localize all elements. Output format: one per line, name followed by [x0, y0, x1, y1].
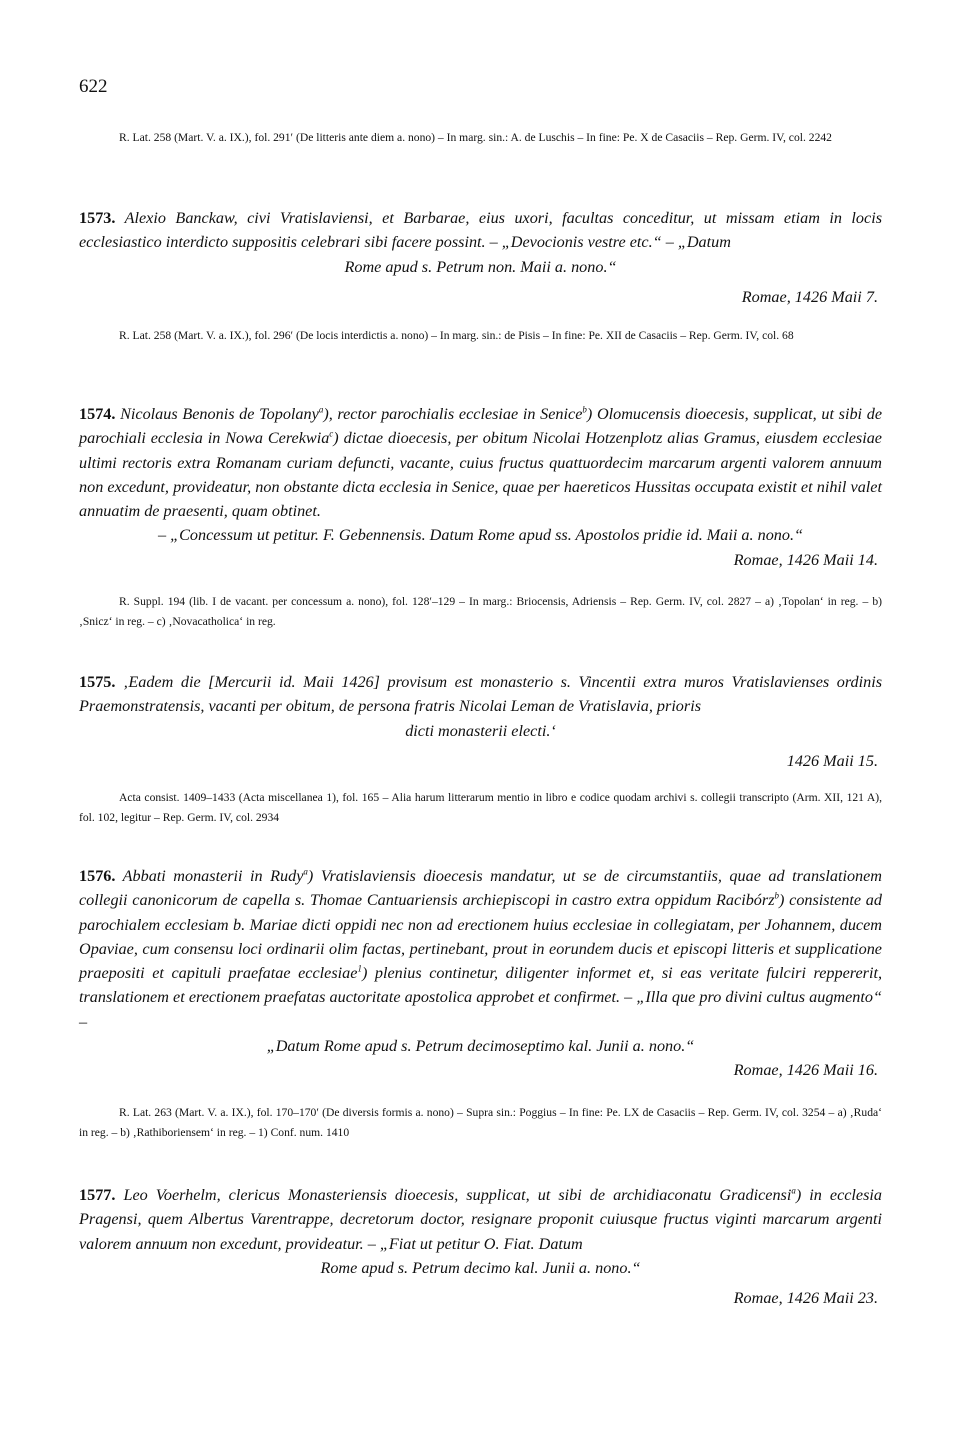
source-note-1576: R. Lat. 263 (Mart. V. a. IX.), fol. 170–170′ (De diversis formis a. nono) – Supra sin.: Poggius – In fine: Pe. LX de Casaciis – Rep. Germ. IV, col. 3254 – a) ‚Ruda‘ in reg. – b) ‚Rathiboriensem‘ in reg. – 1) Conf. num. 1410 [79, 1106, 882, 1139]
entry-text: ) in ecclesia Pragensi, quem Albertus Varentrappe, decretorum doctor, resignare proponit cuiusque fructus viginti marcarum argenti valorem annuum non excedunt, provideatur. – „Fiat ut petitur O. Fiat. Datum [79, 1186, 883, 1253]
footnote-marker: c [329, 428, 334, 439]
footnote-marker: b [774, 890, 779, 901]
entry-text: ) Vratislaviensis dioecesis mandatur, ut se de circumstantiis, quae ad translationem collegii canonicorum de capella s. Thomae Cantuariensis archiepiscopi in castro extra oppidum Racibórz [79, 867, 883, 910]
entry-text: Alexio Banckaw, civi Vratislaviensi, et Barbarae, eius uxori, facultas conceditur, ut missam etiam in locis ecclesiastico interdicto suppositis celebrari sibi facere possint. – „Devocionis vestre etc.“ – „Datum [79, 209, 882, 252]
entry-text: ) dictae dioecesis, per obitum Nicolai Hotzenplotz alias Gramus, eiusdem ecclesiae ultimi rectoris extra Romanam curiam defuncti, vacante, cuius fructus quattuordecim marcarum argenti valorem annuum non excedunt, provideatur, non obstante dicta ecclesia in Senice, quae per haereticos Hussitas occupata existit et nihil valet annuatim de praesenti, quam obtinet. [79, 429, 882, 521]
entry-text: ) Olomucensis dioecesis, supplicat, ut sibi de parochiali ecclesia in Nowa Cerekwia [79, 405, 883, 448]
entry-text: Abbati monasterii in Rudy [122, 867, 304, 885]
entry-closing-line: Rome apud s. Petrum non. Maii a. nono.“ [344, 257, 617, 276]
footnote-marker: a [303, 866, 308, 877]
entry-1577 [79, 1183, 882, 1310]
entry-date: Romae, 1426 Maii 23. [733, 1289, 878, 1308]
entry-text: Nicolaus Benonis de Topolany [120, 405, 319, 423]
entry-date: 1426 Maii 15. [786, 751, 878, 770]
entry-number: 1574. [79, 405, 116, 423]
entry-closing-line: dicti monasterii electi.‘ [405, 721, 556, 740]
entry-number: 1577. [79, 1186, 116, 1204]
entry-text: ‚Eadem die [Mercurii id. Maii 1426] provisum est monasterio s. Vincentii extra muros Vratislavienses ordinis Praemonstratensis, vacanti per obitum, de persona fratris Nicolai Leman de Vratislavia, prioris [79, 673, 882, 716]
entry-date: Romae, 1426 Maii 14. [733, 550, 878, 569]
entry-text: Leo Voerhelm, clericus Monasteriensis dioecesis, supplicat, ut sibi de archidiaconatu Gradicensi [123, 1186, 792, 1204]
entry-date: Romae, 1426 Maii 16. [733, 1061, 878, 1080]
entry-1573 [79, 206, 882, 309]
entry-text: ) consistente ad parochialem ecclesiam b. Mariae dicti oppidi nec non ad erectionem huius ecclesiae in collegiatam, per Johannem, ducem Opaviae, cum consensu loci ordinarii olim factas, pertinebant, prout in eorundem ducis et episcopi litteris et supplicatione praepositi et capituli praefatae ecclesiae [79, 891, 882, 983]
entry-closing-line: „Datum Rome apud s. Petrum decimoseptimo kal. Junii a. nono.“ [266, 1037, 695, 1056]
entry-number: 1576. [79, 867, 116, 885]
entry-number: 1575. [79, 673, 116, 691]
source-note-1574: R. Suppl. 194 (lib. I de vacant. per concessum a. nono), fol. 128′–129 – In marg.: Briocensis, Adriensis – Rep. Germ. IV, col. 2827 – a) ‚Topolan‘ in reg. – b) ‚Snicz‘ in reg. – c) ‚Novacatholica‘ in reg. [79, 595, 882, 628]
source-note-1572: R. Lat. 258 (Mart. V. a. IX.), fol. 291′ (De litteris ante diem a. nono) – In marg. sin.: A. de Luschis – In fine: Pe. X de Casaciis – Rep. Germ. IV, col. 2242 [119, 131, 832, 144]
source-note-1575: Acta consist. 1409–1433 (Acta miscellanea 1), fol. 165 – Alia harum litterarum mentio in libro e codice quodam archivi s. collegii transcripto (Arm. XII, 121 A), fol. 102, legitur – Rep. Germ. IV, col. 2934 [79, 791, 882, 824]
entry-1575 [79, 670, 882, 773]
entry-closing-line: – „Concessum ut petitur. F. Gebennensis. Datum Rome apud ss. Apostolos pridie id. Maii a. nono.“ [157, 526, 804, 545]
entry-date: Romae, 1426 Maii 7. [741, 287, 878, 306]
footnote-marker: a [791, 1185, 796, 1196]
entry-text: ), rector parochialis ecclesiae in Senice [323, 405, 583, 423]
entry-number: 1573. [79, 209, 116, 227]
page-number: 622 [79, 76, 108, 97]
entry-1574 [79, 402, 882, 572]
entry-text: ) plenius continetur, diligenter informet et, si eas veritate fulciri reppererit, translationem et erectionem praefatas auctoritate apostolica approbet et confirmet. – „Illa que pro divini cultus augmento“ – [79, 964, 882, 1031]
entry-1576 [79, 864, 882, 1083]
footnote-marker: a [318, 404, 324, 415]
source-note-1573: R. Lat. 258 (Mart. V. a. IX.), fol. 296′ (De locis interdictis a. nono) – In marg. sin.: de Pisis – In fine: Pe. XII de Casaciis – Rep. Germ. IV, col. 68 [119, 329, 794, 342]
footnote-marker: 1 [357, 963, 362, 974]
footnote-marker: b [582, 404, 587, 415]
entry-closing-line: Rome apud s. Petrum decimo kal. Junii a. nono.“ [320, 1258, 641, 1277]
